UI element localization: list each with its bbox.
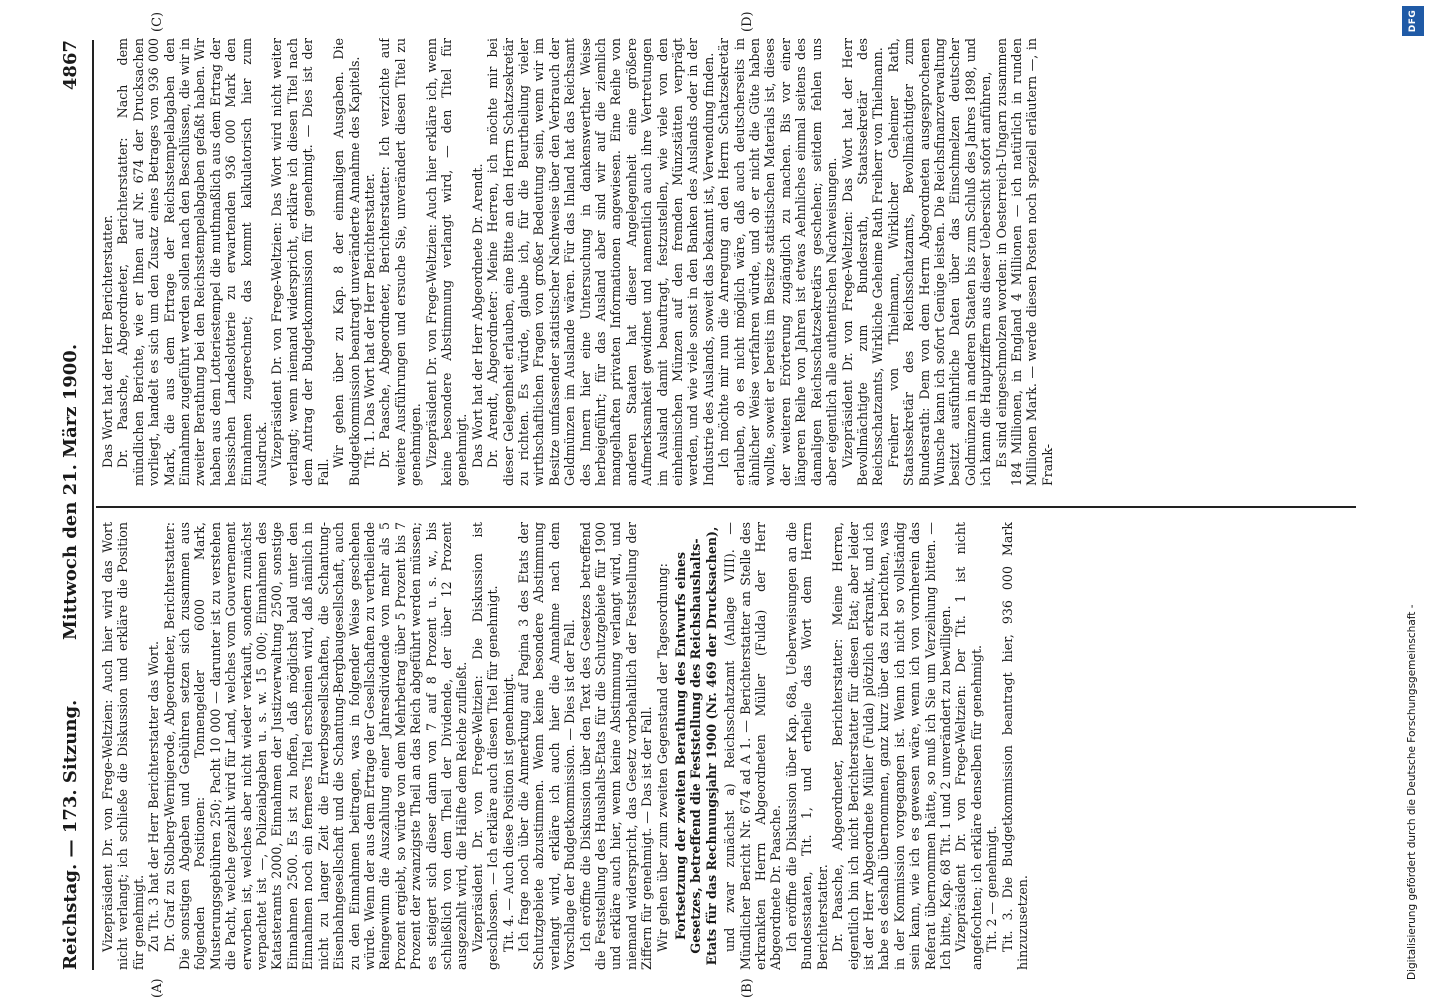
paragraph: und zwar zunächst a) Reichsschatzamt (Anlage VIII). — Mündlicher Bericht Nr. 674 ad A 1. — Berichterstatter an Stelle des erkrankten Herrn Abgeordneten Müller (Fulda) der Herr Abgeordnete Dr. Paasche.	[722, 522, 784, 970]
paragraph: Wir gehen über zum zweiten Gegenstand der Tagesordnung:	[654, 563, 670, 952]
paragraph: Dr. Paasche, Abgeordneter, Berichterstatter: Ich verzichte auf weitere Ausführungen und ersuche Sie, unverändert diesen Titel zu genehmigen.	[377, 38, 424, 486]
paragraph: Dr. Paasche, Abgeordneter, Berichterstatter: Nach dem mündlichen Berichte, wie er Ihnen auf Nr. 674 der Drucksachen vorliegt, handelt es sich um den Zusatz eines Betrages von 936 000 Mark, die aus dem Ertrage der Reichsstempelabgaben den Einnahmen zugeführt werden sollen nach den Beschlüssen, die wir in zweiter Berathung bei den Reichsstempelabgaben gefaßt haben. Wir haben aus dem Lotteriestempel die muthmaßlich aus dem Ertrag der hessischen Landeslotterie zu erwartenden 936 000 Mark den Einnahmen zugerechnet; das kommt kalkulatorisch hier zum Ausdruck.	[115, 38, 270, 486]
paragraph: Ich frage noch über die Anmerkung auf Pagina 3 des Etats der Schutzgebiete abzustimmen. Wenn keine besondere Abstimmung verlangt wird, erkläre ich auch hier die Annahme nach dem Vorschlage der Budgetkommission. — Dies ist der Fall.	[515, 522, 578, 970]
paragraph: Das Wort hat der Herr Abgeordnete Dr. Arendt.	[469, 163, 485, 468]
column-divider	[96, 506, 1356, 508]
dfg-logo-icon: DFG	[1402, 6, 1424, 36]
digitization-note: Digitalisierung gefördert durch die Deutsche Forschungsgemeinschaft -	[1406, 604, 1418, 980]
paragraph: Tit. 3. Die Budgetkommission beantragt hier, 936 000 Mark hinzuzusetzen.	[999, 522, 1030, 970]
paragraph: Das Wort hat der Herr Berichterstatter.	[100, 214, 115, 468]
paragraph: Vizepräsident Dr. von Frege-Weltzien: Die Diskussion ist geschlossen. — Ich erkläre auch diesen Titel für genehmigt.	[469, 522, 501, 970]
paragraph: Dr. Arendt, Abgeordneter: Meine Herren, ich möchte mir bei dieser Gelegenheit erlauben, eine Bitte an den Herrn Schatzsekretär zu richten. Es würde, glaube ich, für die Beurtheilung vieler wirthschaftlichen Fragen von großer Bedeutung sein, wenn wir im Besitze umfassender statistischer Nachweise über den Verbrauch der Geldmünzen im Auslande wären. Für das Inland hat das Reichsamt des Innern hier eine Untersuchung in dankenswerther Weise herbeigeführt; für das Ausland aber sind wir auf die ziemlich mangelhaften privaten Informationen angewiesen. Eine Reihe von anderen Staaten hat dieser Angelegenheit eine größere Aufmerksamkeit gewidmet und namentlich auch ihre Vertretungen im Ausland damit beauftragt, festzustellen, wie viele von den einheimischen Münzen auf den fremden Münzstätten verprägt werden, und wie viele sonst in den Banken des Auslands oder in der Industrie des Auslands, soweit das bekannt ist, Verwendung finden.	[485, 38, 716, 486]
paragraph: Vizepräsident Dr. von Frege-Weltzien: Der Tit. 1 ist nicht angefochten; ich erkläre denselben für genehmigt.	[953, 522, 984, 970]
paragraph: Vizepräsident Dr. von Frege-Weltzien: Das Wort wird nicht weiter verlangt; wenn niemand widerspricht, erkläre ich diesen Titel nach dem Antrag der Budgetkommission für genehmigt. — Dies ist der Fall.	[269, 38, 331, 486]
paragraph: Freiherr von Thielmann, Wirklicher Geheimer Rath, Staatssekretär des Reichsschatzamts, Bevollmächtigter zum Bundesrath: Dem von dem Herrn Abgeordneten ausgesprochenen Wunsche kann ich sofort Genüge leisten. Die Reichsfinanzverwaltung besitzt ausführliche Daten über das Einschmelzen deutscher Goldmünzen in anderen Staaten bis zum Schluß des Jahres 1898, und ich kann die Hauptziffern aus dieser Uebersicht sofort anführen,	[885, 38, 994, 486]
paragraph: Tit. 4. — Auch diese Position ist genehmigt.	[500, 673, 516, 952]
paragraph: Zu Tit. 3 hat der Herr Berichterstatter das Wort.	[146, 641, 162, 952]
header-date: Mittwoch den 21. März 1900.	[60, 343, 81, 640]
paragraph: Vizepräsident Dr. von Frege-Weltzien: Das Wort hat der Herr Bevollmächtigte zum Bundesrath, Staatssekretär des Reichsschatzamts, Wirkliche Geheime Rath Freiherr von Thielmann.	[839, 38, 886, 486]
paragraph: Dr. Graf zu Stolberg-Wernigerode, Abgeordneter, Berichterstatter: Die sonstigen Abgaben und Gebühren setzen sich zusammen aus folgenden Positionen: Tonnengelder 6000 Mark, Musterungsgebühren 250; Pacht 10 000 — darunter ist zu verstehen die Pacht, welche gezahlt wird für Land, welches vom Gouvernement erworben ist, welches aber nicht wieder verkauft, sondern zunächst verpachtet ist —, Polizeiabgaben u. s. w. 15 000; Einnahmen des Katasteramts 2000, Einnahmen der Justizverwaltung 2500, sonstige Einnahmen 2500. Es ist zu hoffen, daß möglichst bald unter den Einnahmen noch ein ferneres Titel erscheinen wird, daß nämlich in nicht zu langer Zeit die Erwerbsgesellschaften, die Schantung-Eisenbahngesellschaft und die Schantung-Bergbaugesellschaft, auch zu den Einnahmen beitragen, was in folgender Weise geschehen würde. Wenn der aus dem Ertrage der Gesellschaften zu vertheilende Reingewinn die Auszahlung einer Jahresdividende von mehr als 5 Prozent ergiebt, so würde von dem Mehrbetrag über 5 Prozent bis 7 Prozent der zwanzigste Theil an das Reich abgeführt werden müssen; es steigert sich dieser dann von 7 auf 8 Prozent u. s. w., bis schließlich von dem Theil der Dividende, der über 12 Prozent ausgezahlt wird, die Hälfte dem Reiche zufließt.	[161, 522, 470, 970]
margin-marker-b: (B)	[740, 978, 755, 998]
header-page-number: 4867	[60, 40, 81, 91]
left-text-column	[100, 522, 1350, 970]
paragraph: Wir gehen über zu Kap. 8 der einmaligen Ausgaben. Die Budgetkommission beantragt unveränderte Annahme des Kapitels.	[331, 38, 362, 486]
right-text-column	[100, 38, 1350, 486]
paragraph: Vizepräsident Dr. von Frege-Weltzien: Auch hier erkläre ich, wenn keine besondere Abstimmung verlangt wird, — den Titel für genehmigt.	[423, 38, 470, 486]
paragraph: Ich eröffne die Diskussion über den Text des Gesetzes betreffend die Feststellung des Haushalts-Etats für die Schutzgebiete für 1900 und erkläre auch hier, wenn keine Abstimmung verlangt wird, und niemand widerspricht, das Gesetz vorbehaltlich der Feststellung der Ziffern für genehmigt. — Das ist der Fall.	[577, 522, 655, 970]
paragraph: Tit. 1. Das Wort hat der Herr Berichterstatter.	[361, 173, 377, 468]
margin-marker-c: (C)	[150, 11, 165, 32]
paragraph: Dr. Paasche, Abgeordneter, Berichterstatter: Meine Herren, eigentlich bin ich nicht Berichterstatter für diesen Etat; aber leider ist der Herr Abgeordnete Müller (Fulda) plötzlich erkrankt, und ich habe es deshalb übernommen, ganz kurz über das zu berichten, was in der Kommission vorgegangen ist. Wenn ich nicht so vollständig sein kann, wie ich es gewesen wäre, wenn ich von vornherein das Referat übernommen hätte, so muß ich Sie um Verzeihung bitten. — Ich bitte, Kap. 68 Tit. 1 und 2 unverändert zu bewilligen.	[830, 522, 953, 970]
running-head	[60, 40, 90, 970]
margin-marker-a: (A)	[150, 978, 165, 998]
paragraph: Es sind eingeschmolzen worden: in Oesterreich-Ungarn zusammen 184 Millionen, in England 4 Millionen — ich natürlich in runden Millionen Mark. — werde diesen Posten noch speziell erläutern —, in Frank-	[993, 38, 1055, 486]
paragraph: Tit. 2 — genehmigt.	[984, 825, 1000, 952]
margin-marker-d: (D)	[740, 11, 755, 32]
digitization-footer	[1392, 0, 1434, 1000]
paragraph: Ich möchte mir nun die Anregung an den Herrn Schatzsekretär erlauben, ob es nicht möglich wäre, daß auch deutscherseits in ähnlicher Weise verfahren würde, und ob er nicht die Güte haben wollte, soweit er bereits im Besitze statistischen Materials ist, dieses der weiteren Erörterung zugänglich zu machen. Bis vor einer längeren Reihe von Jahren ist etwas Aehnliches einmal seitens des damaligen Reichsschatzsekretärs geschehen; seitdem fehlen uns aber eigentlich alle authentischen Nachweisungen.	[716, 38, 840, 486]
paragraph: Ich eröffne die Diskussion über Kap. 68a, Ueberweisungen an die Bundesstaaten, Tit. 1, und ertheile das Wort dem Herrn Berichterstatter.	[783, 522, 830, 970]
paragraph: Vizepräsident Dr. von Frege-Weltzien: Auch hier wird das Wort nicht verlangt; ich schließe die Diskussion und erkläre die Position für genehmigt.	[100, 522, 146, 970]
agenda-heading: Fortsetzung der zweiten Berathung des Entwurfs eines Gesetzes, betreffend die Feststellung des Reichshaushalts-Etats für das Rechnungsjahr 1900 (Nr. 469 der Drucksachen),	[673, 526, 719, 966]
header-rule	[92, 40, 94, 970]
header-session-title: Reichstag. — 173. Sitzung.	[60, 699, 81, 970]
